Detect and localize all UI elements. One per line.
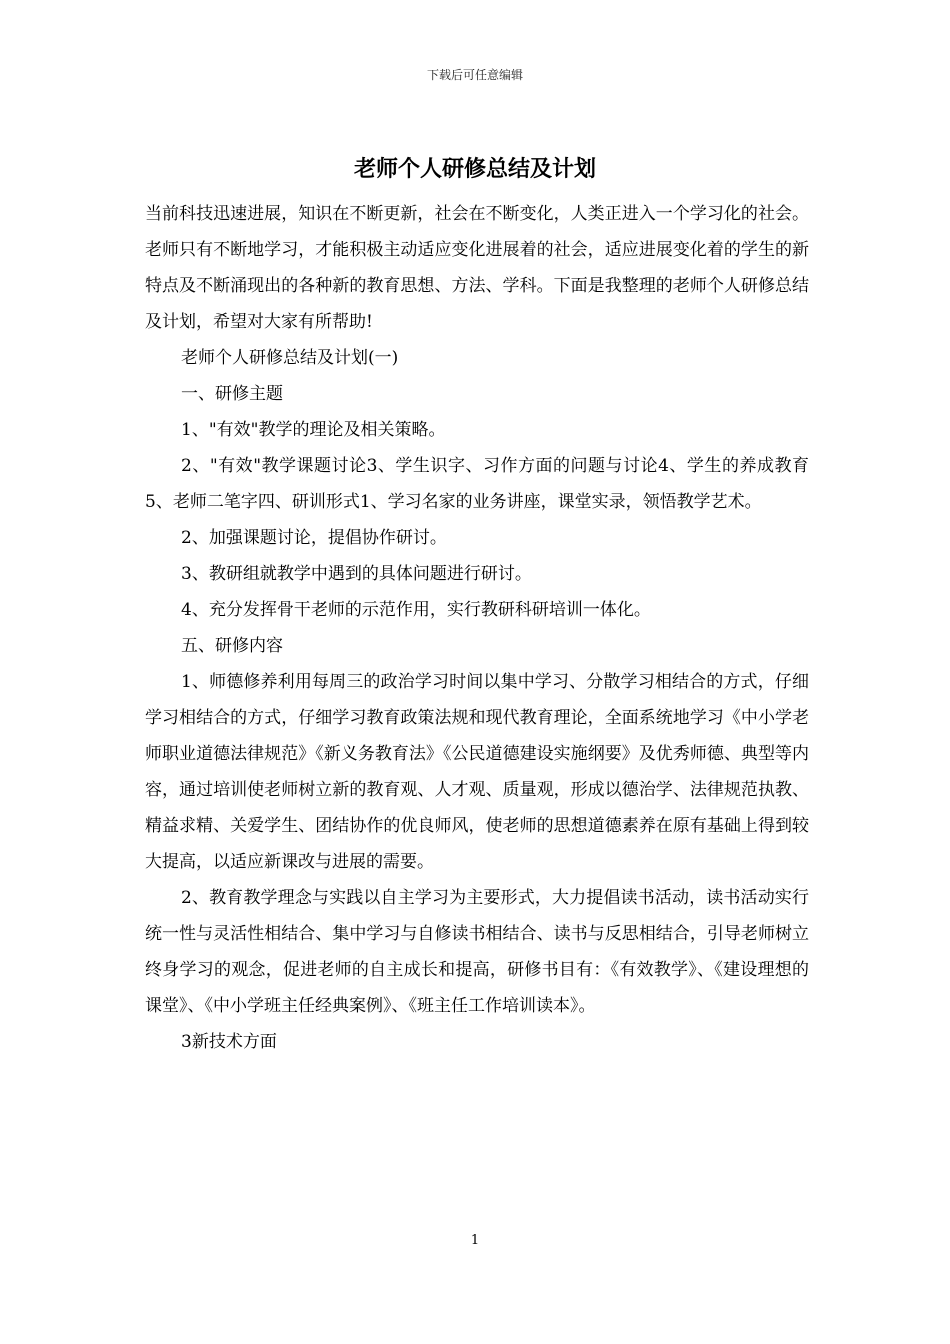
list-item: 3、教研组就教学中遇到的具体问题进行研讨。 — [181, 564, 532, 584]
section-heading: 五、研修内容 — [181, 636, 283, 656]
section-heading: 一、研修主题 — [181, 384, 283, 404]
section-heading: 老师个人研修总结及计划(一) — [181, 348, 399, 368]
list-item: 1、"有效"教学的理论及相关策略。 — [181, 420, 446, 440]
list-item: 2、加强课题讨论，提倡协作研讨。 — [181, 528, 447, 548]
body-paragraph: 1、师德修养利用每周三的政治学习时间以集中学习、分散学习相结合的方式，仔细学习相结合的方式，仔细学习教育政策法规和现代教育理论，全面系统地学习《中小学老师职业道德法律规范》《新义务教育法》《公民道德建设实施纲要》及优秀师德、典型等内容，通过培训使老师树立新的教育观、人才观、质量观，形成以德治学、法律规范执教、精益求精、关爱学生、团结协作的优良师风，使老师的思想道德素养在原有基础上得到较大提高，以适应新课改与进展的需要。 — [145, 672, 809, 872]
list-item: 4、充分发挥骨干老师的示范作用，实行教研科研培训一体化。 — [181, 600, 651, 620]
section-heading: 3新技术方面 — [181, 1032, 277, 1052]
document-body — [145, 196, 809, 1060]
body-paragraph: 2、教育教学理念与实践以自主学习为主要形式，大力提倡读书活动，读书活动实行统一性与灵活性相结合、集中学习与自修读书相结合、读书与反思相结合，引导老师树立终身学习的观念，促进老师的自主成长和提高，研修书目有：《有效教学》、《建设理想的课堂》、《中小学班主任经典案例》、《班主任工作培训读本》。 — [145, 888, 809, 1016]
document-title: 老师个人研修总结及计划 — [353, 156, 596, 182]
header-note: 下载后可任意编辑 — [426, 68, 523, 82]
page-number: 1 — [470, 1233, 480, 1248]
intro-paragraph: 当前科技迅速进展，知识在不断更新，社会在不断变化，人类正进入一个学习化的社会。老师只有不断地学习，才能积极主动适应变化进展着的社会，适应进展变化着的学生的新特点及不断涌现出的各种新的教育思想、方法、学科。下面是我整理的老师个人研修总结及计划，希望对大家有所帮助! — [145, 204, 809, 332]
list-item: 2、"有效"教学课题讨论3、学生识字、习作方面的问题与讨论4、学生的养成教育5、老师二笔字四、研训形式1、学习名家的业务讲座，课堂实录，领悟教学艺术。 — [145, 456, 809, 512]
